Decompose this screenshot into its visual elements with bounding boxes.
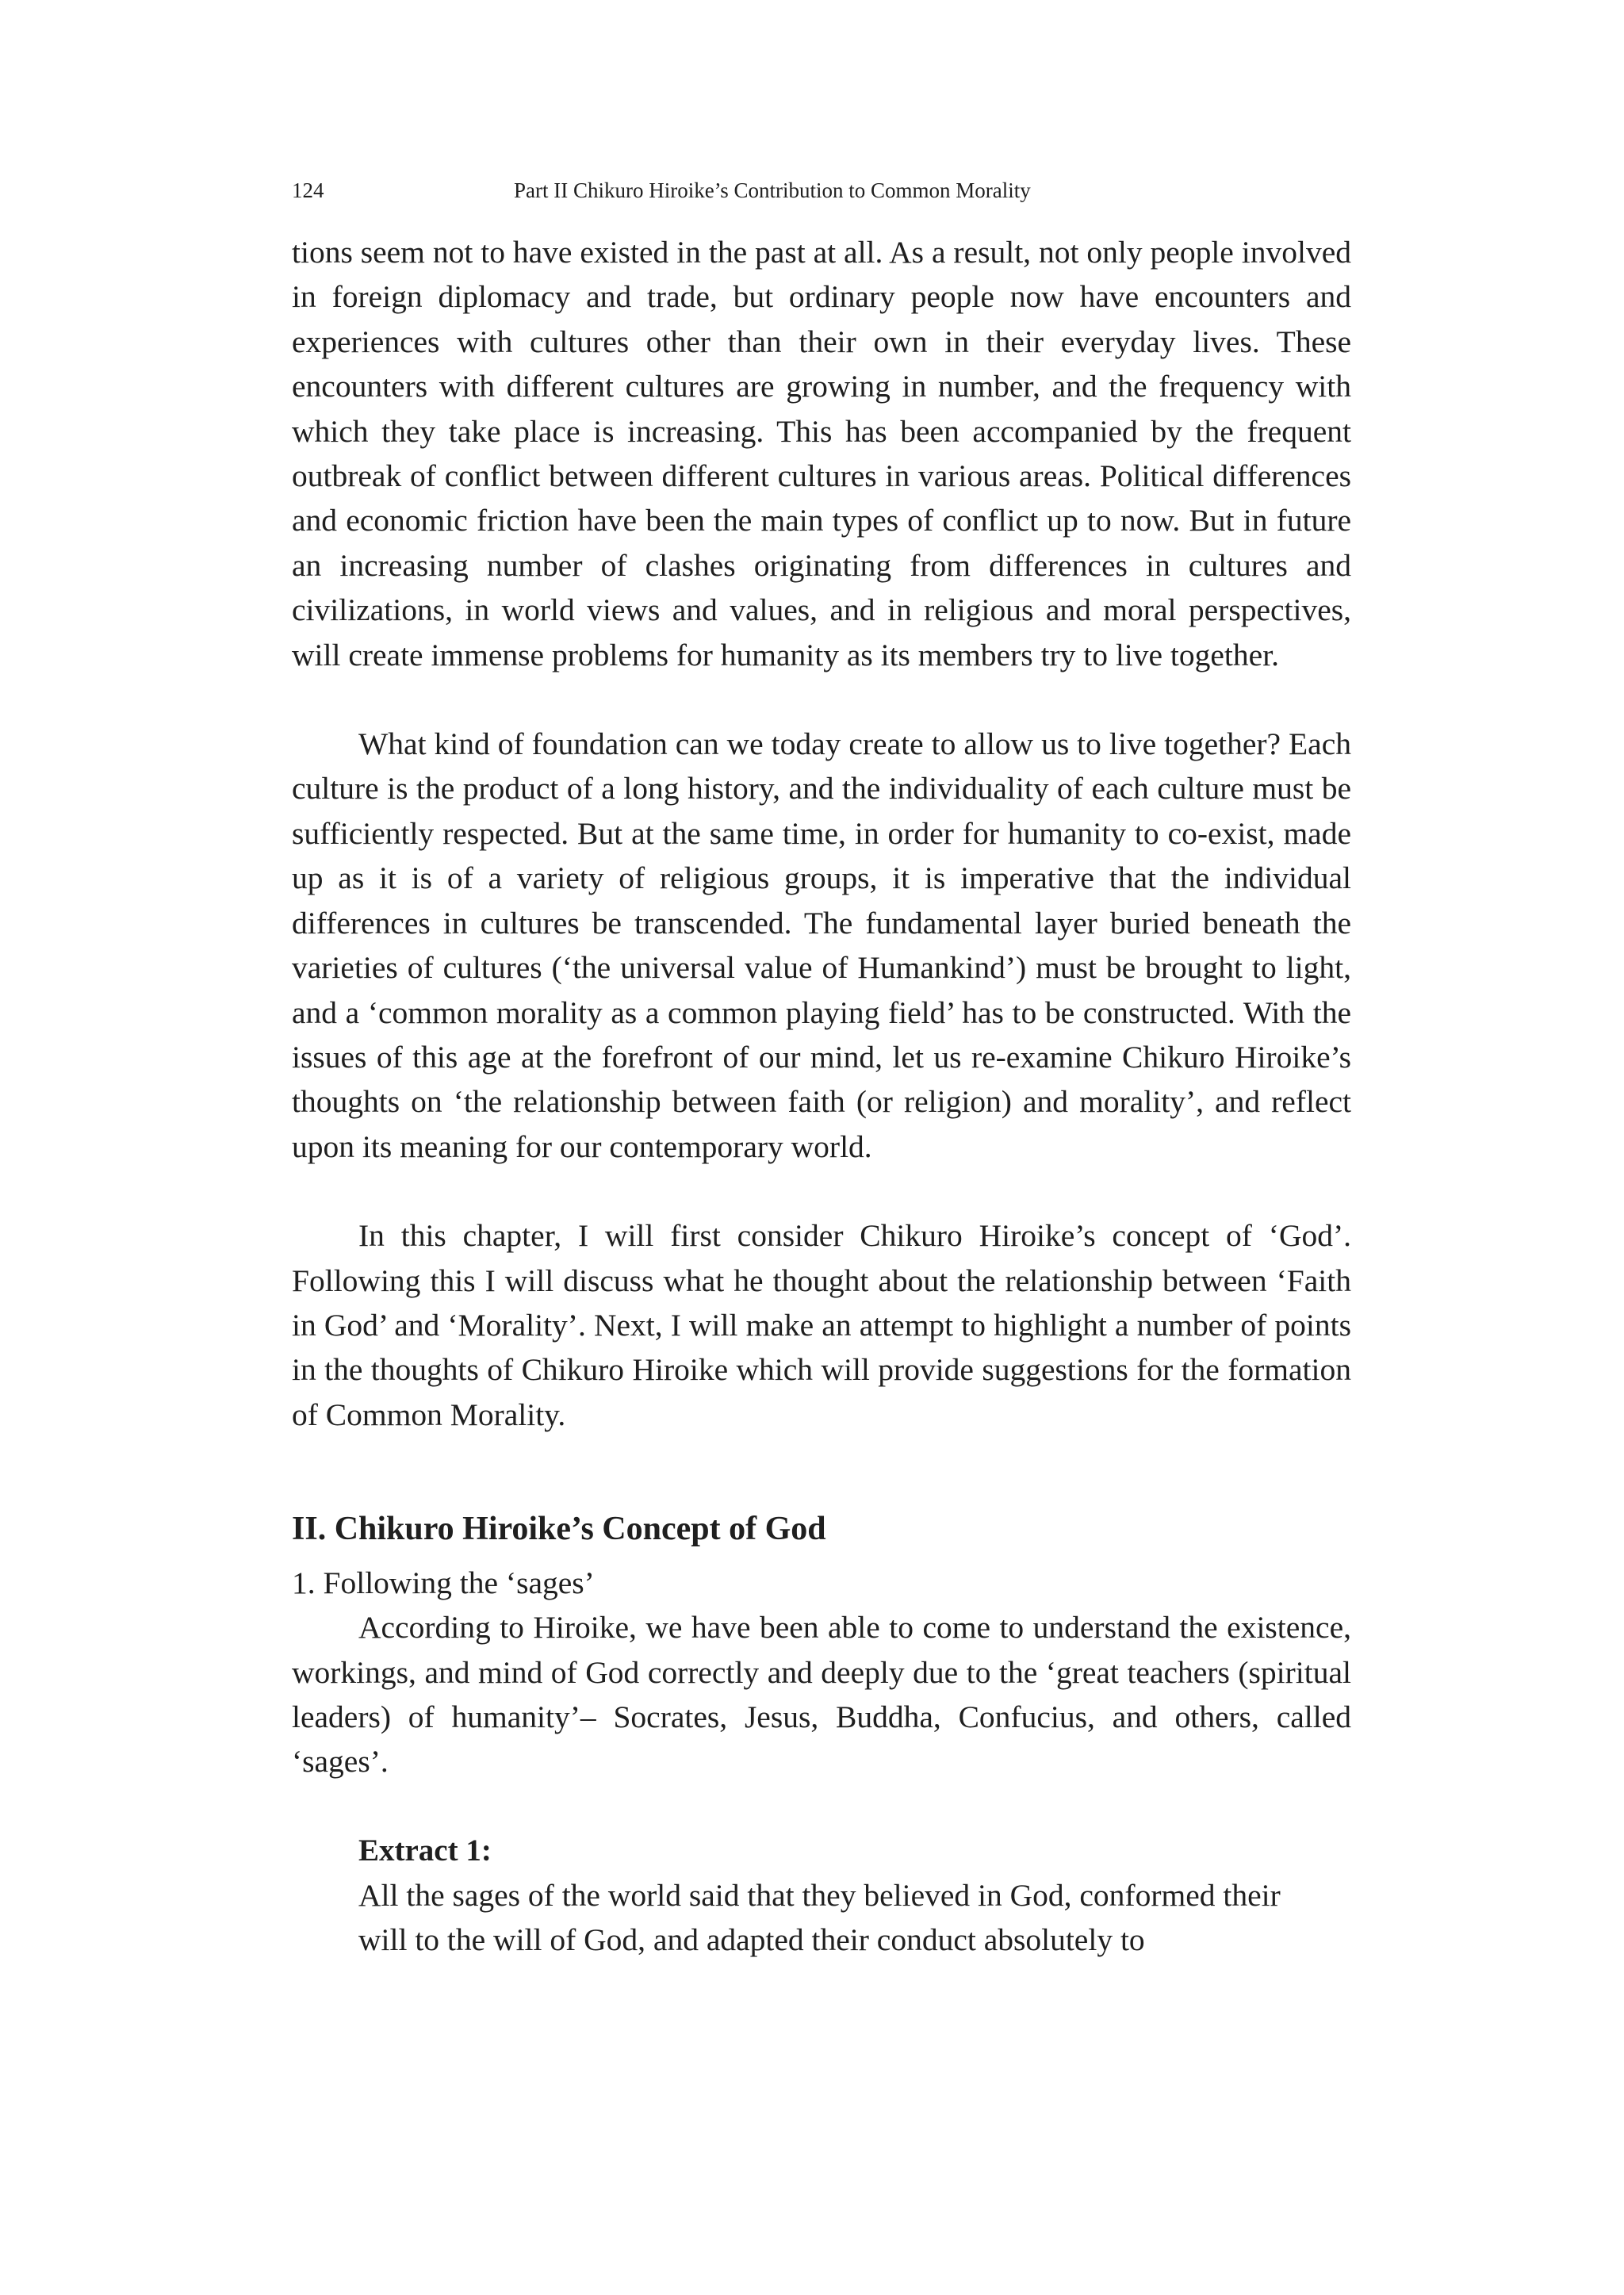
section-heading: II. Chikuro Hiroike’s Concept of God bbox=[292, 1511, 826, 1548]
page-number: 124 bbox=[292, 178, 324, 202]
extract-block bbox=[358, 1829, 1294, 1963]
paragraph-gap bbox=[292, 677, 1351, 722]
paragraph-gap bbox=[292, 1437, 1351, 1507]
body-text bbox=[292, 230, 1351, 1963]
running-title: Part II Chikuro Hiroike’s Contribution to Common Morality bbox=[514, 178, 1031, 202]
subsection-heading: 1. Following the ‘sages’ bbox=[292, 1565, 595, 1601]
extract-label: Extract 1: bbox=[358, 1833, 492, 1868]
paragraph-continued: tions seem not to have existed in the past at all. As a result, not only people involved in foreign diplomacy and trade, but ordinary people now have encounters and experiences with cultures other than their own in their everyday lives. These encounters with different cultures are growing in number, and the frequency with which they take place is increasing. This has been accompanied by the frequent outbreak of conflict between different cultures in various areas. Political differences and economic friction have been the main types of conflict up to now. But in future an increasing number of clashes originating from differences in cultures and civilizations, in world views and values, and in religious and moral perspectives, will create immense problems for humanity as its members try to live together. bbox=[292, 235, 1351, 672]
extract-text: All the sages of the world said that they believed in God, conformed their will to the will of God, and adapted their conduct absolutely to bbox=[358, 1877, 1281, 1958]
running-head bbox=[292, 174, 1351, 206]
paragraph-gap bbox=[292, 1784, 1351, 1829]
paragraph-gap bbox=[292, 1169, 1351, 1213]
paragraph-foundation: What kind of foundation can we today create to allow us to live together? Each culture is the product of a long history, and the individuality of each culture must be sufficiently respected. But at the same time, in order for humanity to co-exist, made up as it is of a variety of religious groups, it is imperative that the individual differences in cultures be transcended. The fundamental layer buried beneath the varieties of cultures (‘the universal value of Humankind’) must be brought to light, and a ‘common morality as a common playing field’ has to be constructed. With the issues of this age at the forefront of our mind, let us re-examine Chikuro Hiroike’s thoughts on ‘the relationship between faith (or religion) and morality’, and reflect upon its meaning for our contemporary world. bbox=[292, 726, 1351, 1164]
paragraph-chapter-outline: In this chapter, I will first consider Chikuro Hiroike’s concept of ‘God’. Following this I will discuss what he thought about the relationship between ‘Faith in God’ and ‘Morality’. Next, I will make an attempt to highlight a number of points in the thoughts of Chikuro Hiroike which will provide suggestions for the formation of Common Morality. bbox=[292, 1218, 1351, 1432]
paragraph-sages: According to Hiroike, we have been able to come to understand the existence, workings, and mind of God correctly and deeply due to the ‘great teachers (spiritual leaders) of humanity’– Socrates, Jesus, Buddha, Confucius, and others, called ‘sages’. bbox=[292, 1610, 1351, 1780]
